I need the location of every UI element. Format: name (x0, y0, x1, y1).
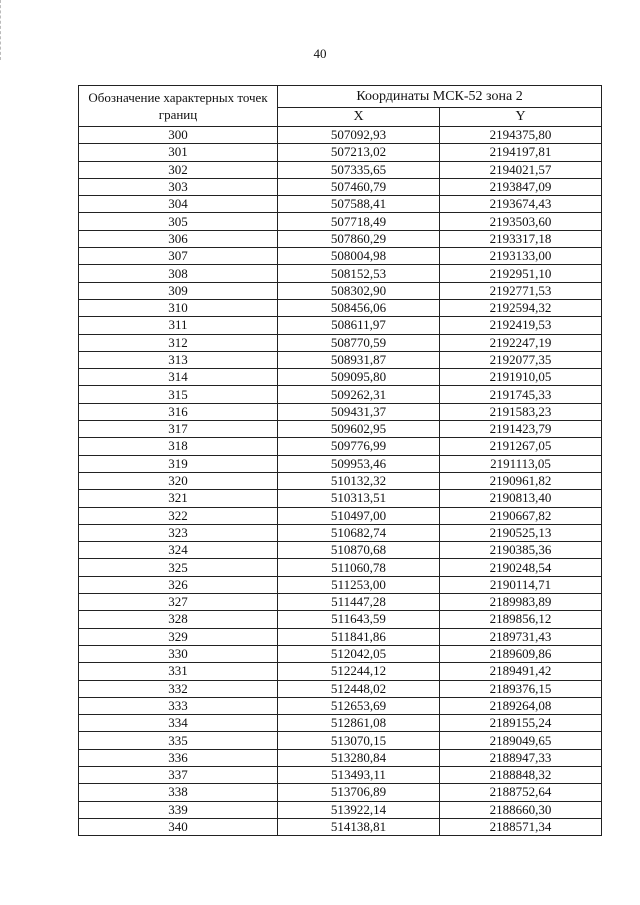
x-coordinate-cell: 508302,90 (278, 282, 440, 299)
table-row (79, 421, 602, 438)
table-row (79, 386, 602, 403)
x-coordinate-cell: 508611,97 (278, 317, 440, 334)
x-coordinate-cell: 509776,99 (278, 438, 440, 455)
table-row (79, 594, 602, 611)
table-row (79, 576, 602, 593)
point-id-cell: 328 (79, 611, 278, 628)
x-coordinate-cell: 513493,11 (278, 766, 440, 783)
point-id-cell: 317 (79, 421, 278, 438)
point-id-cell: 339 (79, 801, 278, 818)
y-coordinate-cell: 2190667,82 (440, 507, 602, 524)
table-row (79, 317, 602, 334)
y-coordinate-cell: 2189155,24 (440, 715, 602, 732)
table-row (79, 282, 602, 299)
y-coordinate-cell: 2189983,89 (440, 594, 602, 611)
y-coordinate-cell: 2191745,33 (440, 386, 602, 403)
x-coordinate-cell: 512244,12 (278, 663, 440, 680)
x-coordinate-cell: 508770,59 (278, 334, 440, 351)
x-coordinate-cell: 510132,32 (278, 472, 440, 489)
y-coordinate-cell: 2190114,71 (440, 576, 602, 593)
table-row (79, 472, 602, 489)
y-coordinate-cell: 2188848,32 (440, 766, 602, 783)
table-row (79, 507, 602, 524)
point-id-cell: 314 (79, 369, 278, 386)
point-id-cell: 327 (79, 594, 278, 611)
y-coordinate-cell: 2189264,08 (440, 697, 602, 714)
y-coordinate-cell: 2194021,57 (440, 161, 602, 178)
point-id-cell: 320 (79, 472, 278, 489)
y-coordinate-cell: 2191267,05 (440, 438, 602, 455)
x-coordinate-cell: 513922,14 (278, 801, 440, 818)
point-id-cell: 334 (79, 715, 278, 732)
x-coordinate-cell: 511253,00 (278, 576, 440, 593)
table-row (79, 732, 602, 749)
x-coordinate-cell: 509095,80 (278, 369, 440, 386)
x-coordinate-cell: 507588,41 (278, 196, 440, 213)
y-coordinate-cell: 2193503,60 (440, 213, 602, 230)
y-coordinate-cell: 2188660,30 (440, 801, 602, 818)
table-row (79, 248, 602, 265)
point-id-cell: 309 (79, 282, 278, 299)
x-coordinate-cell: 510870,68 (278, 542, 440, 559)
y-coordinate-cell: 2192247,19 (440, 334, 602, 351)
point-id-cell: 316 (79, 403, 278, 420)
table-row (79, 213, 602, 230)
table-row (79, 438, 602, 455)
table-row (79, 196, 602, 213)
point-id-cell: 323 (79, 524, 278, 541)
table-row (79, 542, 602, 559)
x-coordinate-cell: 512861,08 (278, 715, 440, 732)
point-id-cell: 331 (79, 663, 278, 680)
header-coordinates-group: Координаты МСК-52 зона 2 (278, 86, 602, 108)
y-coordinate-cell: 2189049,65 (440, 732, 602, 749)
point-id-cell: 313 (79, 351, 278, 368)
y-coordinate-cell: 2190813,40 (440, 490, 602, 507)
point-id-cell: 330 (79, 645, 278, 662)
point-id-cell: 340 (79, 818, 278, 835)
y-coordinate-cell: 2189376,15 (440, 680, 602, 697)
x-coordinate-cell: 507460,79 (278, 178, 440, 195)
y-coordinate-cell: 2190385,36 (440, 542, 602, 559)
table-row (79, 784, 602, 801)
table-row (79, 490, 602, 507)
y-coordinate-cell: 2191910,05 (440, 369, 602, 386)
y-coordinate-cell: 2189491,42 (440, 663, 602, 680)
table-row (79, 645, 602, 662)
y-coordinate-cell: 2188752,64 (440, 784, 602, 801)
table-row (79, 663, 602, 680)
x-coordinate-cell: 509953,46 (278, 455, 440, 472)
x-coordinate-cell: 510313,51 (278, 490, 440, 507)
table-row (79, 628, 602, 645)
y-coordinate-cell: 2193847,09 (440, 178, 602, 195)
table-row (79, 801, 602, 818)
point-id-cell: 326 (79, 576, 278, 593)
y-coordinate-cell: 2189609,86 (440, 645, 602, 662)
y-coordinate-cell: 2192594,32 (440, 299, 602, 316)
x-coordinate-cell: 514138,81 (278, 818, 440, 835)
table-row (79, 178, 602, 195)
y-coordinate-cell: 2189856,12 (440, 611, 602, 628)
y-coordinate-cell: 2190525,13 (440, 524, 602, 541)
point-id-cell: 324 (79, 542, 278, 559)
point-id-cell: 338 (79, 784, 278, 801)
table-row (79, 334, 602, 351)
point-id-cell: 321 (79, 490, 278, 507)
x-coordinate-cell: 512042,05 (278, 645, 440, 662)
y-coordinate-cell: 2192077,35 (440, 351, 602, 368)
point-id-cell: 302 (79, 161, 278, 178)
x-coordinate-cell: 508456,06 (278, 299, 440, 316)
x-coordinate-cell: 513070,15 (278, 732, 440, 749)
y-coordinate-cell: 2192771,53 (440, 282, 602, 299)
point-id-cell: 322 (79, 507, 278, 524)
y-coordinate-cell: 2192951,10 (440, 265, 602, 282)
y-coordinate-cell: 2191583,23 (440, 403, 602, 420)
point-id-cell: 337 (79, 766, 278, 783)
x-coordinate-cell: 507335,65 (278, 161, 440, 178)
x-coordinate-cell: 507718,49 (278, 213, 440, 230)
y-coordinate-cell: 2194197,81 (440, 144, 602, 161)
point-id-cell: 336 (79, 749, 278, 766)
x-coordinate-cell: 512448,02 (278, 680, 440, 697)
x-coordinate-cell: 507860,29 (278, 230, 440, 247)
point-id-cell: 333 (79, 697, 278, 714)
table-row (79, 230, 602, 247)
table-row (79, 127, 602, 144)
header-y: Y (440, 108, 602, 127)
table-row (79, 611, 602, 628)
page-number: 40 (313, 46, 327, 61)
table-row (79, 749, 602, 766)
point-id-cell: 303 (79, 178, 278, 195)
y-coordinate-cell: 2188947,33 (440, 749, 602, 766)
point-id-cell: 301 (79, 144, 278, 161)
x-coordinate-cell: 508152,53 (278, 265, 440, 282)
x-coordinate-cell: 509262,31 (278, 386, 440, 403)
point-id-cell: 310 (79, 299, 278, 316)
table-row (79, 715, 602, 732)
x-coordinate-cell: 513706,89 (278, 784, 440, 801)
table-row (79, 818, 602, 835)
y-coordinate-cell: 2193133,00 (440, 248, 602, 265)
table-row (79, 369, 602, 386)
x-coordinate-cell: 508004,98 (278, 248, 440, 265)
point-id-cell: 312 (79, 334, 278, 351)
x-coordinate-cell: 509602,95 (278, 421, 440, 438)
point-id-cell: 300 (79, 127, 278, 144)
x-coordinate-cell: 511060,78 (278, 559, 440, 576)
table-body (79, 127, 602, 836)
x-coordinate-cell: 511643,59 (278, 611, 440, 628)
x-coordinate-cell: 507213,02 (278, 144, 440, 161)
y-coordinate-cell: 2190961,82 (440, 472, 602, 489)
point-id-cell: 311 (79, 317, 278, 334)
y-coordinate-cell: 2193317,18 (440, 230, 602, 247)
table-row (79, 559, 602, 576)
table-row (79, 265, 602, 282)
table-row (79, 455, 602, 472)
table-row (79, 299, 602, 316)
y-coordinate-cell: 2191113,05 (440, 455, 602, 472)
x-coordinate-cell: 511447,28 (278, 594, 440, 611)
y-coordinate-cell: 2189731,43 (440, 628, 602, 645)
x-coordinate-cell: 507092,93 (278, 127, 440, 144)
point-id-cell: 304 (79, 196, 278, 213)
table-row (79, 766, 602, 783)
coordinates-table (78, 85, 602, 836)
y-coordinate-cell: 2191423,79 (440, 421, 602, 438)
y-coordinate-cell: 2194375,80 (440, 127, 602, 144)
x-coordinate-cell: 511841,86 (278, 628, 440, 645)
point-id-cell: 318 (79, 438, 278, 455)
table-row (79, 697, 602, 714)
point-id-cell: 308 (79, 265, 278, 282)
point-id-cell: 335 (79, 732, 278, 749)
table-row (79, 351, 602, 368)
point-id-cell: 319 (79, 455, 278, 472)
table-row (79, 524, 602, 541)
point-id-cell: 306 (79, 230, 278, 247)
y-coordinate-cell: 2192419,53 (440, 317, 602, 334)
x-coordinate-cell: 513280,84 (278, 749, 440, 766)
table-row (79, 161, 602, 178)
point-id-cell: 307 (79, 248, 278, 265)
y-coordinate-cell: 2188571,34 (440, 818, 602, 835)
y-coordinate-cell: 2193674,43 (440, 196, 602, 213)
point-id-cell: 305 (79, 213, 278, 230)
point-id-cell: 329 (79, 628, 278, 645)
x-coordinate-cell: 510682,74 (278, 524, 440, 541)
table-row (79, 144, 602, 161)
table-row (79, 680, 602, 697)
point-id-cell: 325 (79, 559, 278, 576)
table-row (79, 403, 602, 420)
point-id-cell: 332 (79, 680, 278, 697)
header-point-designation: Обозначение характерных точек границ (79, 86, 278, 127)
x-coordinate-cell: 509431,37 (278, 403, 440, 420)
x-coordinate-cell: 510497,00 (278, 507, 440, 524)
x-coordinate-cell: 508931,87 (278, 351, 440, 368)
x-coordinate-cell: 512653,69 (278, 697, 440, 714)
point-id-cell: 315 (79, 386, 278, 403)
y-coordinate-cell: 2190248,54 (440, 559, 602, 576)
header-x: X (278, 108, 440, 127)
